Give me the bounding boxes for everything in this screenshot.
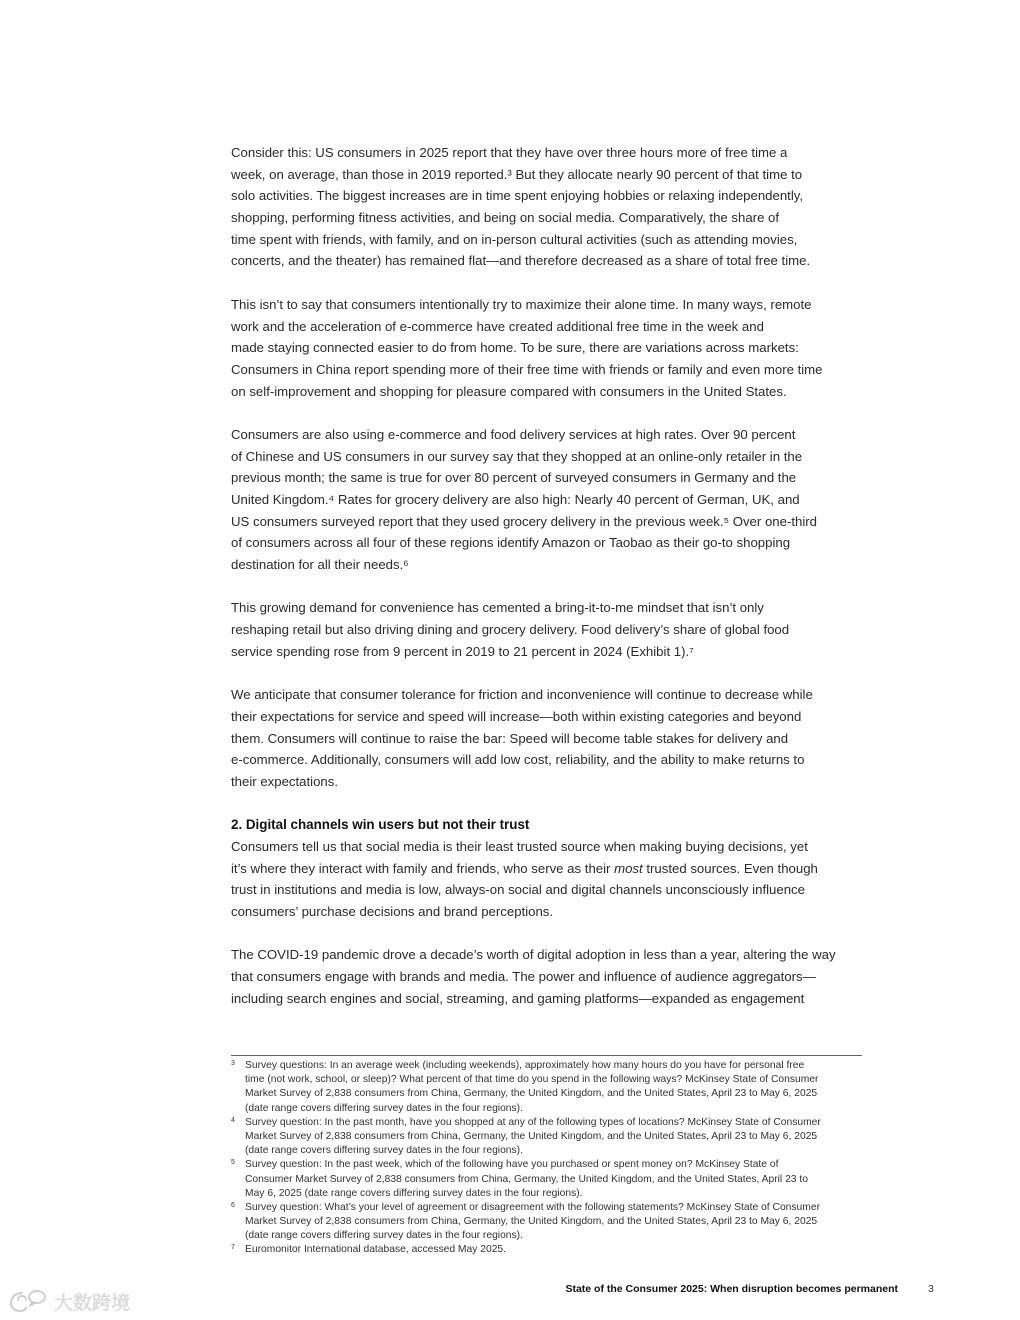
footnote-line: Euromonitor International database, accessed May 2025. (245, 1244, 507, 1256)
body-paragraph (231, 684, 871, 792)
footnote-number: 4 (231, 1116, 235, 1124)
paragraph-line: We anticipate that consumer tolerance for friction and inconvenience will continue to decrease while (231, 687, 813, 703)
footnote-line: (date range covers differing survey dates in the four regions). (245, 1145, 523, 1157)
footnote-text (245, 1059, 871, 1116)
paragraph-line: trust in institutions and media is low, always-on social and digital channels unconsciously influence (231, 882, 805, 898)
footnote-line: May 6, 2025 (date range covers differing survey dates in the four regions). (245, 1187, 583, 1199)
footnote-line: Survey question: In the past month, have you shopped at any of the following types of locations? McKinsey State of Consumer (245, 1116, 821, 1128)
footnotes (231, 1059, 871, 1258)
paragraph-line: on self-improvement and shopping for pleasure compared with consumers in the United States. (231, 383, 787, 399)
footnote-number: 7 (231, 1244, 235, 1252)
paragraph-line: work and the acceleration of e-commerce have created additional free time in the week and (231, 318, 764, 334)
footnote (231, 1059, 871, 1116)
chat-bubble-logo-icon (8, 1288, 48, 1314)
footnote (231, 1243, 871, 1257)
article-body (231, 142, 871, 1010)
paragraph-line: United Kingdom.⁴ Rates for grocery delivery are also high: Nearly 40 percent of German, UK, and (231, 492, 800, 507)
paragraph-line: including search engines and social, streaming, and gaming platforms—expanded as engagement (231, 990, 805, 1006)
paragraph-line: that consumers engage with brands and media. The power and influence of audience aggregators— (231, 969, 816, 985)
text-segment: trusted sources. Even though (642, 860, 818, 876)
footnote (231, 1116, 871, 1159)
paragraph-line: of Chinese and US consumers in our survey say that they shopped at an online-only retailer in the (231, 448, 803, 464)
footnote (231, 1158, 871, 1201)
footnote-line: time (not work, school, or sleep)? What percent of that time do you spend in the following ways? McKinsey State of Consumer (245, 1074, 819, 1086)
paragraph-line: time spent with friends, with family, and on in-person cultural activities (such as attending movies, (231, 231, 798, 247)
paragraph-line: Consumers in China report spending more of their free time with friends or family and even more time (231, 361, 823, 377)
footnote-line: Survey question: In the past week, which of the following have you purchased or spent money on? McKinsey State of (245, 1159, 779, 1171)
paragraph-line: service spending rose from 9 percent in 2019 to 21 percent in 2024 (Exhibit 1).⁷ (231, 643, 694, 659)
section-heading (231, 814, 871, 836)
paragraph-line: previous month; the same is true for over 80 percent of surveyed consumers in Germany and the (231, 470, 797, 486)
paragraph-line: US consumers surveyed report that they used grocery delivery in the previous week.⁵ Over one-third (231, 513, 817, 529)
body-paragraph (231, 424, 871, 576)
footnote-line: Market Survey of 2,838 consumers from China, Germany, the United Kingdom, and the United States, April 23 to May 6, 2025 (245, 1130, 818, 1142)
footnote-text (245, 1201, 871, 1244)
footnote-line: Consumer Market Survey of 2,838 consumers from China, Germany, the United Kingdom, and the United States, April 23 to (245, 1173, 808, 1185)
text-segment: it’s where they interact with family and friends, who serve as their (231, 860, 615, 876)
footnote-number: 6 (231, 1201, 235, 1209)
footnote-text (245, 1158, 871, 1201)
paragraph-line: week, on average, than those in 2019 reported.³ But they allocate nearly 90 percent of that time to (231, 166, 803, 182)
footnote-line: Market Survey of 2,838 consumers from China, Germany, the United Kingdom, and the United States, April 23 to May 6, 2025 (245, 1216, 818, 1228)
page-number: 3 (928, 1283, 934, 1295)
paragraph-line: destination for all their needs.⁶ (231, 557, 409, 573)
paragraph-line: concerts, and the theater) has remained flat—and therefore decreased as a share of total free time. (231, 253, 811, 269)
watermark-text: 大数跨境 (54, 1291, 131, 1314)
footnote-line: Market Survey of 2,838 consumers from China, Germany, the United Kingdom, and the United States, April 23 to May 6, 2025 (245, 1088, 818, 1100)
footnote-divider (231, 1055, 862, 1056)
footnote-text (245, 1116, 871, 1159)
paragraph-line: Consider this: US consumers in 2025 report that they have over three hours more of free time a (231, 145, 788, 160)
footnote-text (245, 1243, 871, 1257)
footnote-line: Survey questions: In an average week (including weekends), approximately how many hours do you have for personal free (245, 1060, 805, 1071)
paragraph-line: them. Consumers will continue to raise the bar: Speed will become table stakes for delivery and (231, 730, 789, 746)
footnote-line: (date range covers differing survey dates in the four regions). (245, 1102, 523, 1114)
paragraph-line: The COVID-19 pandemic drove a decade’s worth of digital adoption in less than a year, altering the way (231, 947, 836, 963)
paragraph-line (231, 858, 871, 880)
paragraph-line: consumers’ purchase decisions and brand perceptions. (231, 904, 554, 920)
body-paragraph (231, 944, 871, 1009)
section-heading-text: 2. Digital channels win users but not their trust (231, 817, 530, 833)
footnote-line: Survey question: What’s your level of agreement or disagreement with the following statements? McKinsey State of Consumer (245, 1201, 821, 1213)
body-paragraph (231, 597, 871, 662)
paragraph-line: shopping, performing fitness activities, and being on social media. Comparatively, the share of (231, 210, 780, 226)
paragraph-line: e-commerce. Additionally, consumers will add low cost, reliability, and the ability to make returns to (231, 752, 805, 768)
body-paragraph (231, 836, 871, 923)
body-paragraph (231, 294, 871, 402)
paragraph-line: of consumers across all four of these regions identify Amazon or Taobao as their go-to shopping (231, 535, 791, 551)
paragraph-line: Consumers tell us that social media is their least trusted source when making buying decisions, yet (231, 839, 808, 854)
paragraph-line: This growing demand for convenience has cemented a bring-it-to-me mindset that isn’t only (231, 600, 764, 616)
body-paragraph (231, 142, 871, 272)
footer-title: State of the Consumer 2025: When disruption becomes permanent (565, 1283, 898, 1295)
paragraph-line: their expectations for service and speed will increase—both within existing categories and beyond (231, 708, 802, 724)
paragraph-line: solo activities. The biggest increases are in time spent enjoying hobbies or relaxing independently, (231, 188, 804, 204)
footnote-number: 3 (231, 1060, 235, 1067)
footnote-line: (date range covers differing survey dates in the four regions). (245, 1230, 523, 1242)
watermark (8, 1288, 130, 1314)
emphasis-text: most (614, 860, 643, 876)
paragraph-line: made staying connected easier to do from home. To be sure, there are variations across markets: (231, 340, 799, 356)
paragraph-line: reshaping retail but also driving dining and grocery delivery. Food delivery’s share of global food (231, 622, 790, 638)
footnote (231, 1201, 871, 1244)
paragraph-line: Consumers are also using e-commerce and food delivery services at high rates. Over 90 percent (231, 426, 796, 442)
paragraph-line: This isn’t to say that consumers intentionally try to maximize their alone time. In many ways, remote (231, 296, 812, 312)
footnote-number: 5 (231, 1159, 235, 1167)
paragraph-line: their expectations. (231, 773, 339, 789)
